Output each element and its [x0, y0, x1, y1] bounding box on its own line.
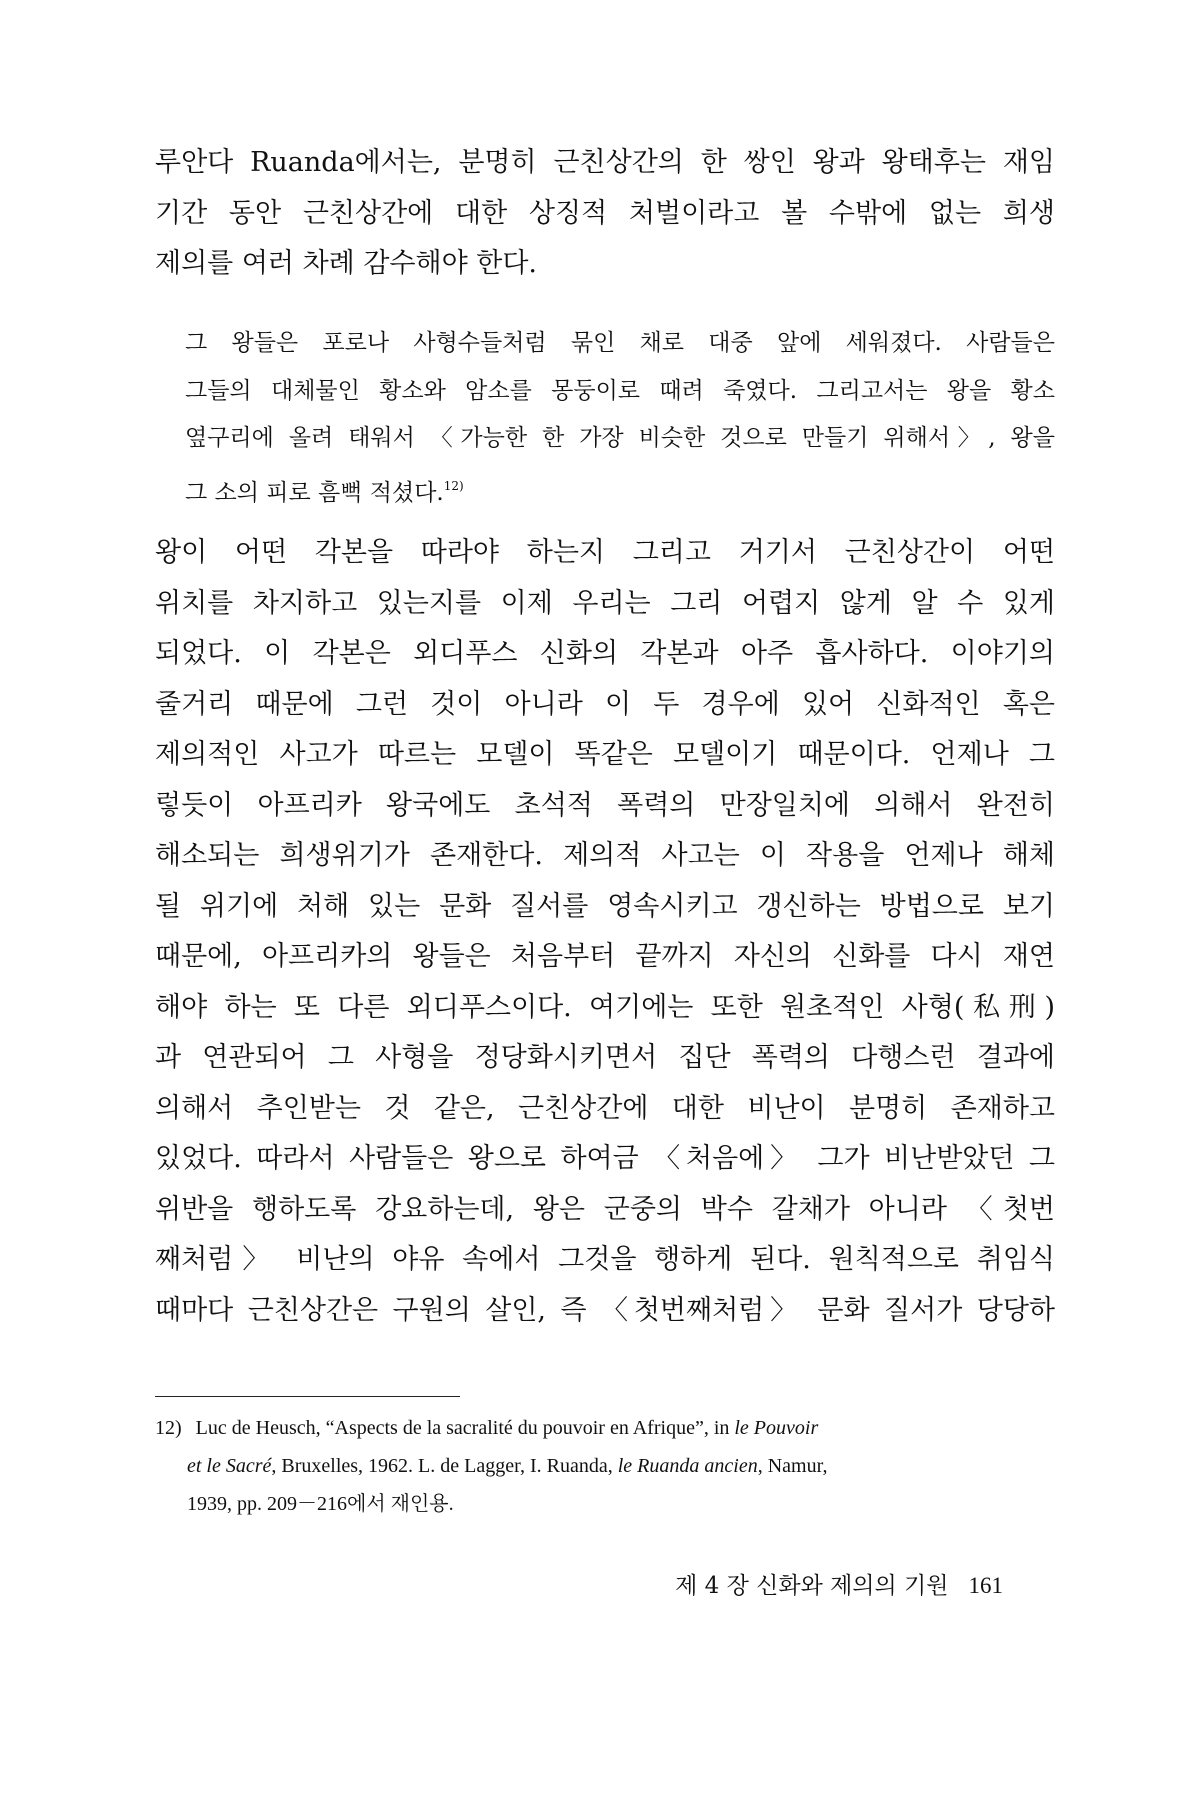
- footnote-title-italic: le Pouvoir: [734, 1417, 819, 1439]
- text-line: 과 연관되어 그 사형을 정당화시키면서 집단 폭력의 다행스런 결과에: [155, 1042, 1055, 1073]
- text-line: 렇듯이 아프리카 왕국에도 초석적 폭력의 만장일치에 의해서 완전히: [155, 789, 1055, 821]
- footnote-12: [155, 1409, 1055, 1523]
- paragraph-ruanda: [155, 138, 1055, 290]
- footnote-line: [155, 1447, 1055, 1485]
- footnote-title-italic: le Ruanda ancien: [617, 1455, 758, 1477]
- text-line: 기간 동안 근친상간에 대한 상징적 처벌이라고 볼 수밖에 없는 희생: [155, 197, 1055, 229]
- quote-line-text: 그 소의 피로 흠뻑 적셨다.: [185, 479, 444, 506]
- quote-line: 그 왕들은 포로나 사형수들처럼 묶인 채로 대중 앞에 세워졌다. 사람들은: [185, 330, 1055, 356]
- text-line: 때문에, 아프리카의 왕들은 처음부터 끝까지 자신의 신화를 다시 재연: [155, 941, 1055, 972]
- text-line: 제의를 여러 차례 감수해야 한다.: [155, 248, 537, 279]
- text-line: 째처럼〉 비난의 야유 속에서 그것을 행하게 된다. 원칙적으로 취임식: [155, 1244, 1055, 1275]
- footnote-number: 12): [155, 1417, 182, 1439]
- text-line: 줄거리 때문에 그런 것이 아니라 이 두 경우에 있어 신화적인 혹은: [155, 688, 1055, 720]
- footnote-reference: 12): [443, 478, 464, 493]
- running-footer: [675, 1567, 1003, 1600]
- text-line: 때마다 근친상간은 구원의 살인, 즉 〈첫번째처럼〉 문화 질서가 당당하: [155, 1294, 1055, 1326]
- footnote-text: Luc de Heusch, “Aspects de la sacralité du pouvoir en Afrique”, in: [195, 1417, 735, 1439]
- footnote-title-italic: et le Sacré: [187, 1455, 272, 1477]
- footnote-line: 1939, pp. 209－216에서 재인용.: [187, 1493, 454, 1515]
- text-line: 될 위기에 처해 있는 문화 질서를 영속시키고 갱신하는 방법으로 보기: [155, 890, 1055, 922]
- footnote-divider: [155, 1396, 460, 1397]
- footnote-text: , Namur,: [757, 1455, 828, 1477]
- text-line: 해야 하는 또 다른 외디푸스이다. 여기에는 또한 원초적인 사형(私刑): [155, 991, 1055, 1023]
- text-line: 위치를 차지하고 있는지를 이제 우리는 그리 어렵지 않게 알 수 있게: [155, 587, 1055, 619]
- text-line: 제의적인 사고가 따르는 모델이 똑같은 모델이기 때문이다. 언제나 그: [155, 739, 1055, 770]
- text-line: 루안다 Ruanda에서는, 분명히 근친상간의 한 쌍인 왕과 왕태후는 재임: [155, 147, 1055, 178]
- text-line: 해소되는 희생위기가 존재한다. 제의적 사고는 이 작용을 언제나 해체: [155, 840, 1055, 871]
- paragraph-king-script: [155, 528, 1055, 1336]
- page-number: 161: [968, 1573, 1003, 1598]
- text-line: 위반을 행하도록 강요하는데, 왕은 군중의 박수 갈채가 아니라 〈첫번: [155, 1193, 1055, 1225]
- footnote-text: , Bruxelles, 1962. L. de Lagger, I. Ruanda,: [271, 1455, 618, 1477]
- quote-line: 그들의 대체물인 황소와 암소를 몽둥이로 때려 죽였다. 그리고서는 왕을 황소: [185, 377, 1055, 404]
- block-quotation: [185, 320, 1055, 517]
- quote-line: [185, 463, 1055, 518]
- quote-line: 옆구리에 올려 태워서 〈가능한 한 가장 비슷한 것으로 만들기 위해서〉, 왕을: [185, 425, 1055, 451]
- text-line: 의해서 추인받는 것 같은, 근친상간에 대한 비난이 분명히 존재하고: [155, 1092, 1055, 1124]
- footnote-line: [155, 1409, 1055, 1447]
- text-line: 왕이 어떤 각본을 따라야 하는지 그리고 거기서 근친상간이 어떤: [155, 537, 1055, 568]
- text-line: 있었다. 따라서 사람들은 왕으로 하여금 〈처음에〉 그가 비난받았던 그: [155, 1143, 1055, 1174]
- chapter-title: 제 4 장 신화와 제의의 기원: [675, 1573, 949, 1599]
- text-line: 되었다. 이 각본은 외디푸스 신화의 각본과 아주 흡사하다. 이야기의: [155, 638, 1055, 669]
